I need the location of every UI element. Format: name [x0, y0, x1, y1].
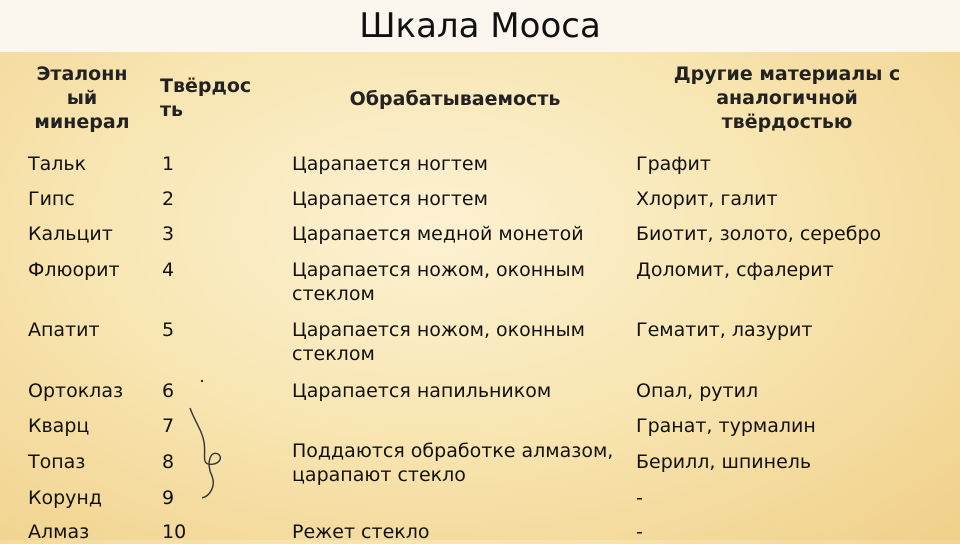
page-title: Шкала Мооса: [0, 0, 960, 52]
cell-workability: Царапается ножом, оконным: [292, 319, 585, 341]
header-mineral: [22, 62, 142, 134]
cell-hardness: 10: [162, 521, 187, 543]
cell-hardness: 5: [162, 319, 175, 341]
cell-other: Гематит, лазурит: [636, 319, 813, 341]
header-hardness-line: ть: [160, 99, 184, 121]
cell-workability-merged: Поддаются обработке алмазом,: [292, 440, 614, 462]
header-other-line: твёрдостью: [721, 111, 853, 133]
header-mineral-line: Эталонн: [36, 63, 128, 85]
cell-hardness: 1: [162, 153, 175, 175]
cell-workability: Царапается ногтем: [292, 153, 488, 175]
cell-hardness: 2: [162, 188, 175, 210]
cell-workability: Царапается ногтем: [292, 188, 488, 210]
cell-mineral: Тальк: [28, 153, 87, 175]
cell-other: Гранат, турмалин: [636, 415, 816, 437]
cell-mineral: Кальцит: [28, 223, 113, 245]
cell-other: Опал, рутил: [636, 380, 759, 402]
cell-mineral: Ортоклаз: [28, 380, 124, 402]
cell-other: Доломит, сфалерит: [636, 259, 834, 281]
cell-mineral: Кварц: [28, 415, 90, 437]
cell-hardness: 7: [162, 415, 175, 437]
cell-workability: стеклом: [292, 343, 375, 365]
cell-other: Графит: [636, 153, 711, 175]
cell-other: -: [636, 487, 643, 509]
cell-mineral: Топаз: [28, 451, 86, 473]
header-other-materials: [632, 62, 942, 134]
header-hardness: [160, 74, 276, 122]
handdrawn-brace-mark: [180, 378, 230, 508]
cell-mineral: Гипс: [28, 188, 75, 210]
cell-other: Берилл, шпинель: [636, 451, 812, 473]
header-mineral-line: ый: [66, 87, 98, 109]
cell-workability-merged: царапают стекло: [292, 464, 466, 486]
cell-mineral: Корунд: [28, 487, 102, 509]
cell-mineral: Апатит: [28, 319, 100, 341]
cell-workability: Царапается медной монетой: [292, 223, 584, 245]
cell-hardness: 3: [162, 223, 175, 245]
cell-workability: стеклом: [292, 283, 375, 305]
cell-mineral: Алмаз: [28, 521, 90, 543]
cell-other: Биотит, золото, серебро: [636, 223, 882, 245]
cell-workability: Режет стекло: [292, 521, 430, 543]
cell-other: -: [636, 521, 643, 543]
cell-other: Хлорит, галит: [636, 188, 778, 210]
header-hardness-line: Твёрдос: [160, 75, 252, 97]
cell-workability: Царапается ножом, оконным: [292, 259, 585, 281]
cell-workability: Царапается напильником: [292, 380, 552, 402]
header-workability: Обрабатываемость: [349, 88, 561, 110]
cell-hardness: 4: [162, 259, 175, 281]
header-other-line: аналогичной: [716, 87, 858, 109]
header-mineral-line: минерал: [34, 111, 130, 133]
header-other-line: Другие материалы с: [673, 63, 901, 85]
cell-mineral: Флюорит: [28, 259, 120, 281]
cell-hardness: 6: [162, 380, 175, 402]
cell-hardness: 8: [162, 451, 175, 473]
cell-hardness: 9: [162, 487, 175, 509]
